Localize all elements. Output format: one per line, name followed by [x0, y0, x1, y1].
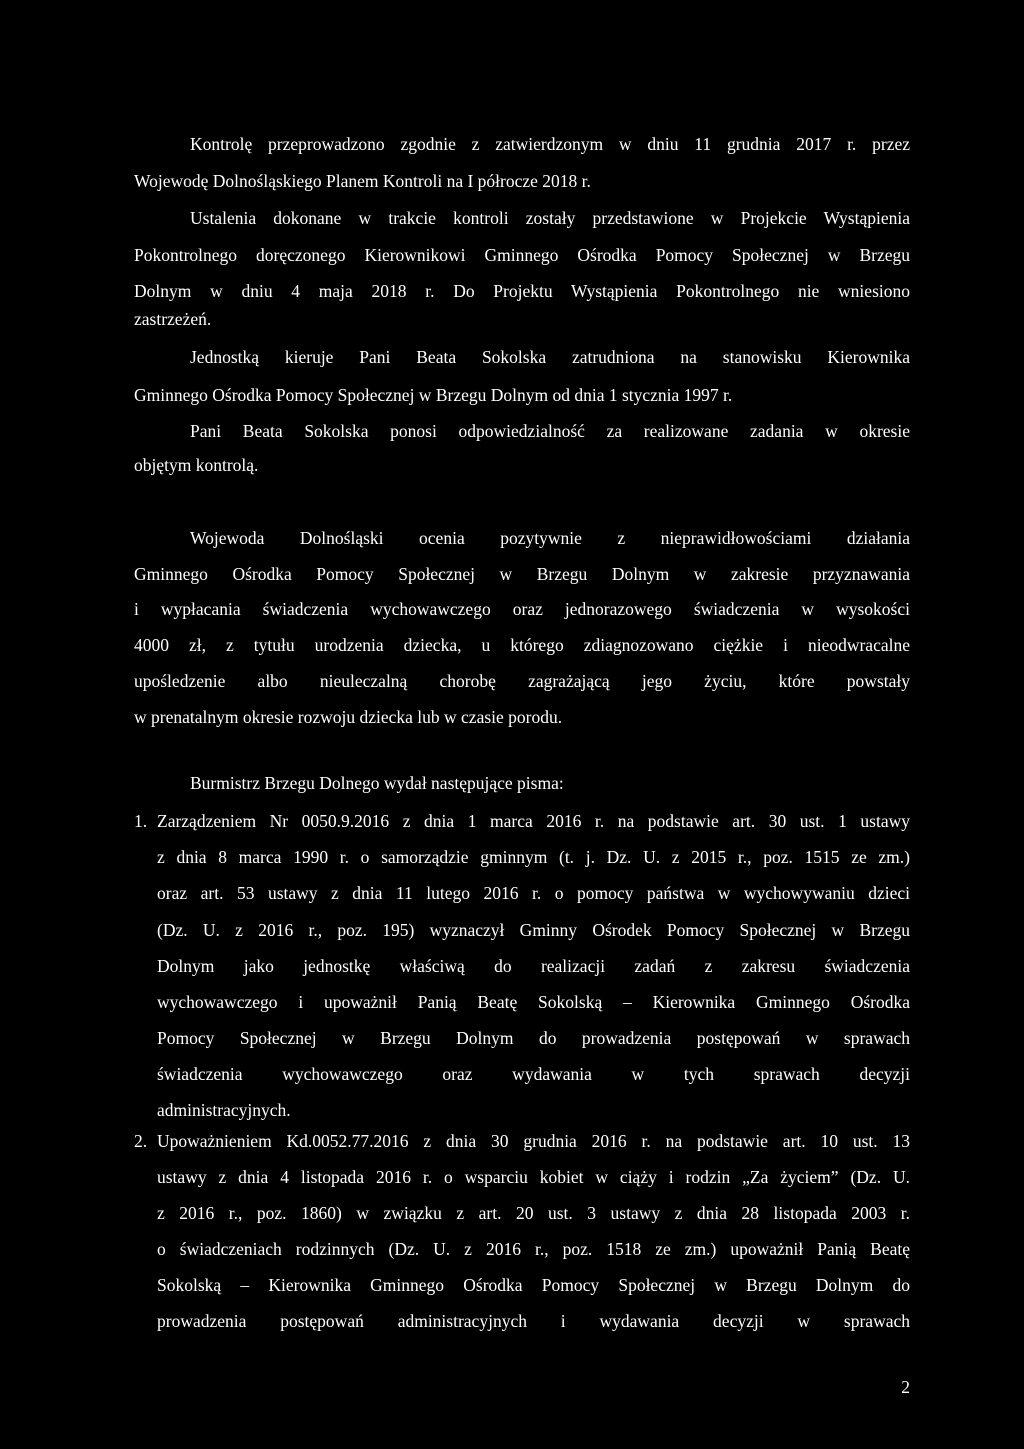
page-number: 2	[901, 1377, 910, 1397]
paragraph-5-line: w prenatalnym okresie rozwoju dziecka lub w czasie porodu.	[134, 707, 563, 727]
list-item-line: wychowawczego i upoważnił Panią Beatę Sokolską – Kierownika Gminnego Ośrodka	[157, 992, 910, 1012]
paragraph-2-line: Pokontrolnego doręczonego Kierownikowi Gminnego Ośrodka Pomocy Społecznej w Brzegu	[134, 245, 910, 265]
paragraph-4-line: Pani Beata Sokolska ponosi odpowiedzialność za realizowane zadania w okresie	[190, 421, 910, 441]
list-item-line: prowadzenia postępowań administracyjnych i wydawania decyzji w sprawach	[157, 1311, 910, 1331]
list-item-line: o świadczeniach rodzinnych (Dz. U. z 2016 r., poz. 1518 ze zm.) upoważnił Panią Beatę	[157, 1239, 910, 1259]
paragraph-2-line: zastrzeżeń.	[134, 309, 212, 329]
paragraph-5-line: upośledzenie albo nieuleczalną chorobę zagrażającą jego życiu, które powstały	[134, 671, 910, 691]
list-item-line: z 2016 r., poz. 1860) w związku z art. 20 ust. 3 ustawy z dnia 28 listopada 2003 r.	[157, 1203, 910, 1223]
paragraph-6-line: Burmistrz Brzegu Dolnego wydał następujące pisma:	[190, 773, 564, 793]
list-item-number: 1.	[134, 811, 148, 831]
list-item-line: Pomocy Społecznej w Brzegu Dolnym do prowadzenia postępowań w sprawach	[157, 1028, 910, 1048]
list-item-line: z dnia 8 marca 1990 r. o samorządzie gminnym (t. j. Dz. U. z 2015 r., poz. 1515 ze zm.)	[157, 847, 910, 867]
paragraph-5-line: i wypłacania świadczenia wychowawczego oraz jednorazowego świadczenia w wysokości	[134, 599, 910, 619]
paragraph-5-line: Wojewoda Dolnośląski ocenia pozytywnie z nieprawidłowościami działania	[190, 528, 910, 548]
list-item-line: (Dz. U. z 2016 r., poz. 195) wyznaczył Gminny Ośrodek Pomocy Społecznej w Brzegu	[157, 920, 910, 940]
list-item-number: 2.	[134, 1131, 148, 1151]
paragraph-1-line: Wojewodę Dolnośląskiego Planem Kontroli na I półrocze 2018 r.	[134, 171, 591, 191]
paragraph-2-line: Dolnym w dniu 4 maja 2018 r. Do Projektu Wystąpienia Pokontrolnego nie wniesiono	[134, 281, 910, 301]
list-item-line: Zarządzeniem Nr 0050.9.2016 z dnia 1 marca 2016 r. na podstawie art. 30 ust. 1 ustawy	[157, 811, 910, 831]
list-item-line: administracyjnych.	[157, 1100, 291, 1120]
list-item-line: Upoważnieniem Kd.0052.77.2016 z dnia 30 grudnia 2016 r. na podstawie art. 10 ust. 13	[157, 1131, 910, 1151]
list-item-line: świadczenia wychowawczego oraz wydawania w tych sprawach decyzji	[157, 1064, 910, 1084]
paragraph-5-line: 4000 zł, z tytułu urodzenia dziecka, u którego zdiagnozowano ciężkie i nieodwracalne	[134, 635, 910, 655]
paragraph-3-line: Gminnego Ośrodka Pomocy Społecznej w Brzegu Dolnym od dnia 1 stycznia 1997 r.	[134, 385, 733, 405]
paragraph-5-line: Gminnego Ośrodka Pomocy Społecznej w Brzegu Dolnym w zakresie przyznawania	[134, 564, 910, 584]
list-item-line: Dolnym jako jednostkę właściwą do realizacji zadań z zakresu świadczenia	[157, 956, 910, 976]
list-item-line: oraz art. 53 ustawy z dnia 11 lutego 2016 r. o pomocy państwa w wychowywaniu dzieci	[157, 883, 910, 903]
paragraph-2-line: Ustalenia dokonane w trakcie kontroli zostały przedstawione w Projekcie Wystąpienia	[190, 208, 910, 228]
paragraph-3-line: Jednostką kieruje Pani Beata Sokolska zatrudniona na stanowisku Kierownika	[190, 347, 910, 367]
paragraph-1-line: Kontrolę przeprowadzono zgodnie z zatwierdzonym w dniu 11 grudnia 2017 r. przez	[190, 134, 910, 154]
list-item-line: Sokolską – Kierownika Gminnego Ośrodka Pomocy Społecznej w Brzegu Dolnym do	[157, 1275, 910, 1295]
list-item-line: ustawy z dnia 4 listopada 2016 r. o wsparciu kobiet w ciąży i rodzin „Za życiem” (Dz. U.	[157, 1167, 910, 1187]
paragraph-4-line: objętym kontrolą.	[134, 455, 259, 475]
